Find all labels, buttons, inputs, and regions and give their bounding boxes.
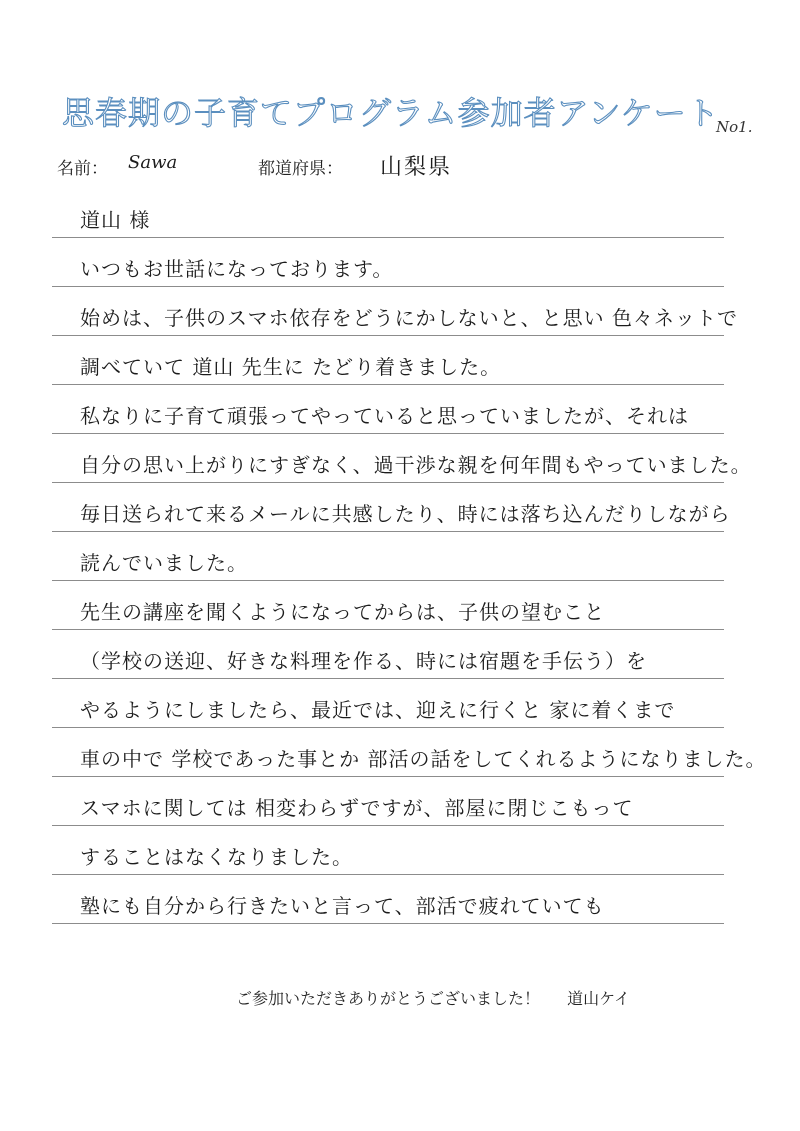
letter-line: （学校の送迎、好きな料理を作る、時には宿題を手伝う）を	[80, 649, 647, 673]
ruled-line	[52, 433, 724, 434]
ruled-line	[52, 727, 724, 728]
letter-line: 塾にも自分から行きたいと言って、部活で疲れていても	[80, 894, 605, 918]
letter-line: 毎日送られて来るメールに共感したり、時には落ち込んだりしながら	[80, 502, 731, 526]
prefecture-label: 都道府県：	[258, 159, 343, 179]
letter-line: 道山 様	[80, 208, 151, 232]
name-value: Sawa	[128, 152, 178, 173]
letter-line: することはなくなりました。	[80, 845, 353, 869]
ruled-line	[52, 776, 724, 777]
letter-line: 先生の講座を聞くようになってからは、子供の望むこと	[80, 600, 605, 624]
letter-line: 調べていて 道山 先生に たどり着きました。	[80, 355, 502, 379]
ruled-line	[52, 629, 724, 630]
ruled-line	[52, 678, 724, 679]
letter-line: スマホに関しては 相変わらずですが、部屋に閉じこもって	[80, 796, 634, 820]
ruled-line	[52, 531, 724, 532]
ruled-line	[52, 335, 724, 336]
ruled-line	[52, 384, 724, 385]
letter-line: いつもお世話になっております。	[80, 257, 394, 281]
ruled-line	[52, 874, 724, 875]
footer-message	[236, 986, 630, 1009]
letter-line: 始めは、子供のスマホ依存をどうにかしないと、と思い 色々ネットで	[80, 306, 738, 330]
letter-line: 車の中で 学校であった事とか 部活の話をしてくれるようになりました。	[80, 747, 767, 771]
prefecture-value: 山梨県	[380, 155, 453, 180]
letter-line: やるようにしましたら、最近では、迎えに行くと 家に着くまで	[80, 698, 676, 722]
thanks-text: ご参加いただきありがとうございました！	[236, 989, 541, 1008]
ruled-line	[52, 482, 724, 483]
letter-line: 私なりに子育て頑張ってやっていると思っていましたが、それは	[80, 404, 689, 428]
sheet-number: No1.	[716, 118, 753, 136]
ruled-line	[52, 237, 724, 238]
survey-title: 思春期の子育てプログラム参加者アンケート	[62, 94, 720, 132]
name-label: 名前：	[57, 159, 108, 179]
letter-line: 自分の思い上がりにすぎなく、過干渉な親を何年間もやっていました。	[80, 453, 752, 477]
ruled-line	[52, 286, 724, 287]
letter-line: 読んでいました。	[80, 551, 248, 575]
ruled-line	[52, 580, 724, 581]
ruled-line	[52, 923, 724, 924]
signature: 道山ケイ	[567, 989, 630, 1008]
ruled-line	[52, 825, 724, 826]
